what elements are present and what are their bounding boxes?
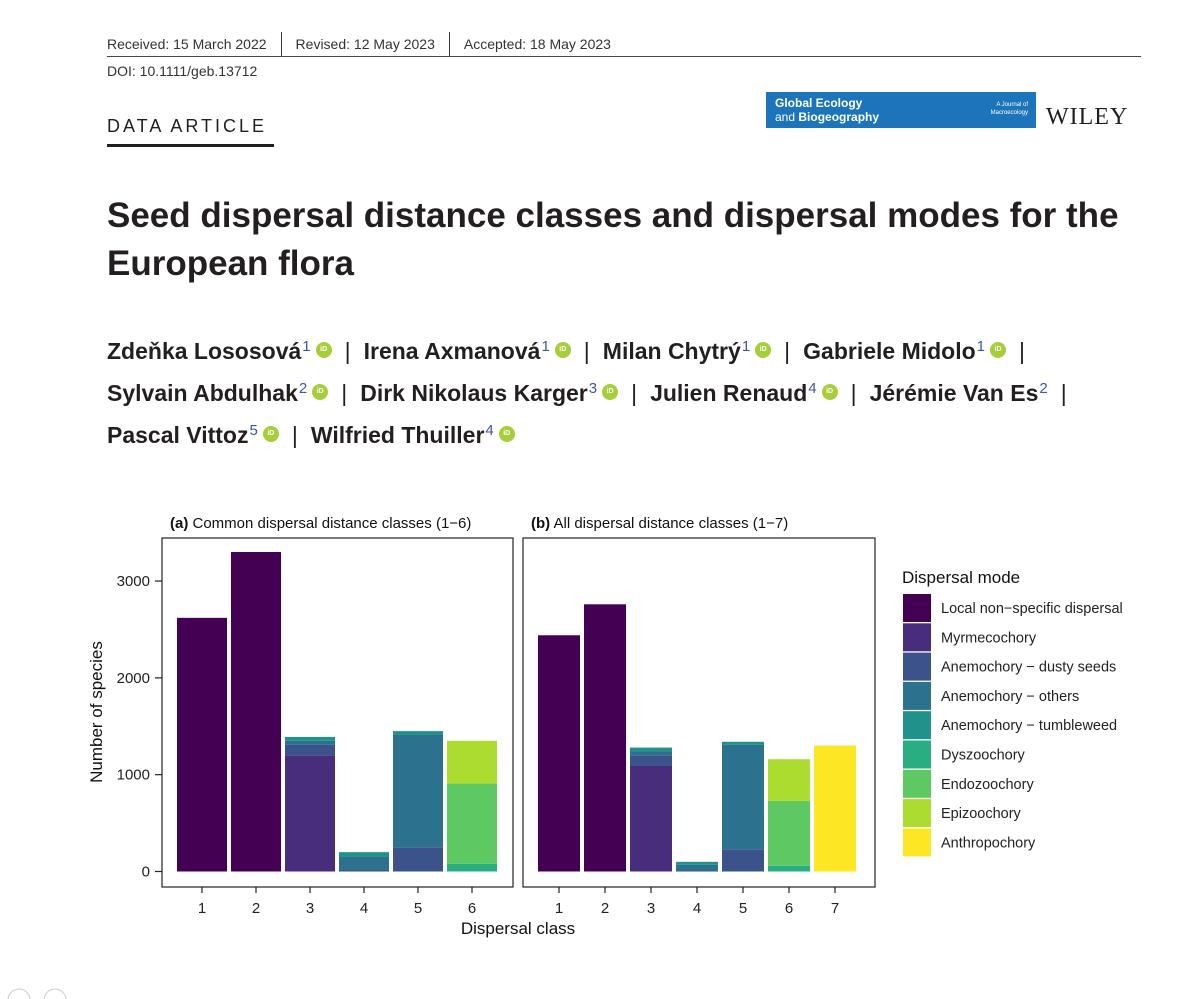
x-tick-label: 2 bbox=[251, 900, 261, 917]
article-type: DATA ARTICLE bbox=[107, 116, 268, 136]
x-tick-label: 3 bbox=[646, 900, 656, 917]
legend-swatch bbox=[903, 828, 931, 856]
footer-icon bbox=[8, 989, 30, 999]
bar-segment bbox=[630, 748, 672, 752]
x-tick-label: 1 bbox=[197, 900, 207, 917]
bar-segment bbox=[285, 745, 335, 756]
x-tick-label: 3 bbox=[305, 900, 315, 917]
bar-segment bbox=[722, 849, 764, 871]
author-affiliation[interactable]: 1 bbox=[541, 338, 550, 355]
x-tick-label: 6 bbox=[467, 900, 477, 917]
author-name[interactable]: Wilfried Thuiller bbox=[310, 422, 485, 448]
bar-segment bbox=[538, 635, 580, 871]
legend-title: Dispersal mode bbox=[902, 568, 1021, 587]
legend-entry-label: Anemochory − tumbleweed bbox=[941, 718, 1118, 735]
author-affiliation[interactable]: 4 bbox=[808, 380, 817, 397]
panel-title bbox=[531, 515, 788, 532]
legend-swatch bbox=[903, 799, 931, 827]
footer-icon bbox=[44, 989, 66, 999]
bar-segment bbox=[814, 746, 856, 872]
bar-segment bbox=[393, 731, 443, 735]
author-affiliation[interactable]: 2 bbox=[298, 380, 308, 397]
page-footer-icons bbox=[0, 985, 80, 999]
author-affiliation[interactable]: 4 bbox=[485, 422, 494, 439]
bar-segment bbox=[285, 755, 335, 871]
bar-segment bbox=[393, 847, 443, 871]
author-separator: | bbox=[1060, 380, 1067, 406]
legend-entry-label: Anemochory − others bbox=[941, 688, 1080, 705]
author-separator: | bbox=[850, 380, 857, 406]
article-title: Seed dispersal distance classes and dispersal modes for the European flora bbox=[107, 196, 1119, 283]
accepted-date: Accepted: 18 May 2023 bbox=[463, 36, 611, 52]
bar-segment bbox=[339, 870, 389, 872]
publisher-logo[interactable]: WILEY bbox=[1046, 104, 1129, 130]
y-tick-label: 1000 bbox=[116, 766, 150, 784]
legend-swatch bbox=[903, 653, 931, 681]
x-tick-label: 7 bbox=[830, 900, 840, 917]
x-tick-label: 2 bbox=[600, 900, 610, 917]
author-separator: | bbox=[583, 338, 590, 364]
bar-segment bbox=[447, 864, 497, 872]
author-name[interactable]: Julien Renaud bbox=[650, 380, 808, 406]
bar-segment bbox=[768, 759, 810, 801]
legend-swatch bbox=[903, 623, 931, 651]
legend-swatch bbox=[903, 711, 931, 739]
author-name[interactable]: Sylvain Abdulhak bbox=[107, 380, 298, 406]
bar-segment bbox=[676, 865, 718, 871]
author-affiliation[interactable]: 5 bbox=[249, 422, 258, 439]
x-tick-label: 4 bbox=[692, 900, 702, 917]
bar-segment bbox=[285, 741, 335, 745]
x-axis-label: Dispersal class bbox=[460, 919, 576, 938]
author-separator: | bbox=[784, 338, 791, 364]
author-separator: | bbox=[341, 380, 348, 406]
legend-swatch bbox=[903, 770, 931, 798]
author-affiliation[interactable]: 1 bbox=[741, 338, 751, 355]
y-axis-label: Number of species bbox=[87, 641, 106, 783]
bar-segment bbox=[285, 737, 335, 741]
author-affiliation[interactable]: 1 bbox=[302, 338, 311, 355]
bar-segment bbox=[630, 766, 672, 872]
legend-entry-label: Epizoochory bbox=[941, 806, 1021, 823]
bar-segment bbox=[339, 852, 389, 857]
author-separator: | bbox=[631, 380, 638, 406]
author-separator: | bbox=[344, 338, 351, 364]
author-name[interactable]: Zdeňka Lososová bbox=[107, 338, 302, 364]
bar-segment bbox=[676, 871, 718, 872]
legend-entry-label: Endozoochory bbox=[941, 776, 1034, 793]
journal-tagline-line1: A Journal of bbox=[996, 102, 1028, 108]
x-tick-label: 1 bbox=[554, 900, 564, 917]
x-tick-label: 5 bbox=[413, 900, 423, 917]
panel-title-text: All dispersal distance classes (1−7) bbox=[550, 515, 789, 532]
legend-entry-label: Anthropochory bbox=[941, 835, 1036, 852]
bar-segment bbox=[722, 745, 764, 850]
bar-segment bbox=[630, 755, 672, 766]
panel-label: (b) bbox=[531, 515, 551, 532]
author-name[interactable]: Milan Chytrý bbox=[602, 338, 741, 364]
x-tick-label: 5 bbox=[738, 900, 748, 917]
legend-swatch bbox=[903, 594, 931, 622]
revised-date: Revised: 12 May 2023 bbox=[295, 36, 435, 52]
journal-name-line1: Global Ecology bbox=[775, 96, 863, 110]
panel-label: (a) bbox=[170, 515, 189, 532]
author-name[interactable]: Pascal Vittoz bbox=[107, 422, 249, 448]
bar-segment bbox=[584, 604, 626, 871]
panel-title-text: Common dispersal distance classes (1−6) bbox=[188, 515, 472, 532]
bar-segment bbox=[447, 741, 497, 784]
legend-entry-label: Dyszoochory bbox=[941, 747, 1025, 764]
bar-segment bbox=[768, 866, 810, 872]
bar-segment bbox=[339, 857, 389, 870]
bar-segment bbox=[722, 742, 764, 745]
bar-segment bbox=[447, 783, 497, 863]
author-affiliation[interactable]: 3 bbox=[588, 380, 598, 397]
y-tick-label: 0 bbox=[141, 863, 150, 881]
legend-entry-label: Anemochory − dusty seeds bbox=[941, 659, 1117, 676]
bar-segment bbox=[177, 618, 227, 872]
author-separator: | bbox=[1019, 338, 1025, 364]
bar-segment bbox=[393, 735, 443, 847]
author-affiliation[interactable]: 1 bbox=[976, 338, 986, 355]
legend-entry-label: Local non−specific dispersal bbox=[941, 601, 1123, 617]
journal-tagline-line2: Macroecology bbox=[990, 110, 1028, 116]
bar-segment bbox=[231, 552, 281, 872]
received-date: Received: 15 March 2022 bbox=[107, 36, 267, 52]
journal-name-line2: Biogeography bbox=[798, 110, 880, 124]
legend-entry-label: Myrmecochory bbox=[941, 630, 1037, 647]
legend-swatch bbox=[903, 741, 931, 769]
author-name[interactable]: Gabriele Midolo bbox=[803, 338, 976, 364]
author-name[interactable]: Irena Axmanová bbox=[363, 338, 541, 364]
bar-segment bbox=[676, 862, 718, 865]
bar-segment bbox=[768, 801, 810, 866]
x-tick-label: 6 bbox=[784, 900, 794, 917]
author-separator: | bbox=[291, 422, 298, 448]
author-affiliation[interactable]: 2 bbox=[1039, 380, 1048, 397]
y-tick-label: 2000 bbox=[116, 669, 150, 687]
author-name[interactable]: Jérémie Van Es bbox=[869, 380, 1039, 406]
y-tick-label: 3000 bbox=[116, 573, 150, 591]
author-name[interactable]: Dirk Nikolaus Karger bbox=[360, 380, 588, 406]
x-tick-label: 4 bbox=[359, 900, 369, 917]
bar-segment bbox=[630, 751, 672, 755]
panel-title bbox=[170, 515, 471, 532]
journal-name-and: and bbox=[775, 110, 799, 124]
legend-swatch bbox=[903, 682, 931, 710]
doi[interactable]: DOI: 10.1111/geb.13712 bbox=[107, 63, 258, 79]
